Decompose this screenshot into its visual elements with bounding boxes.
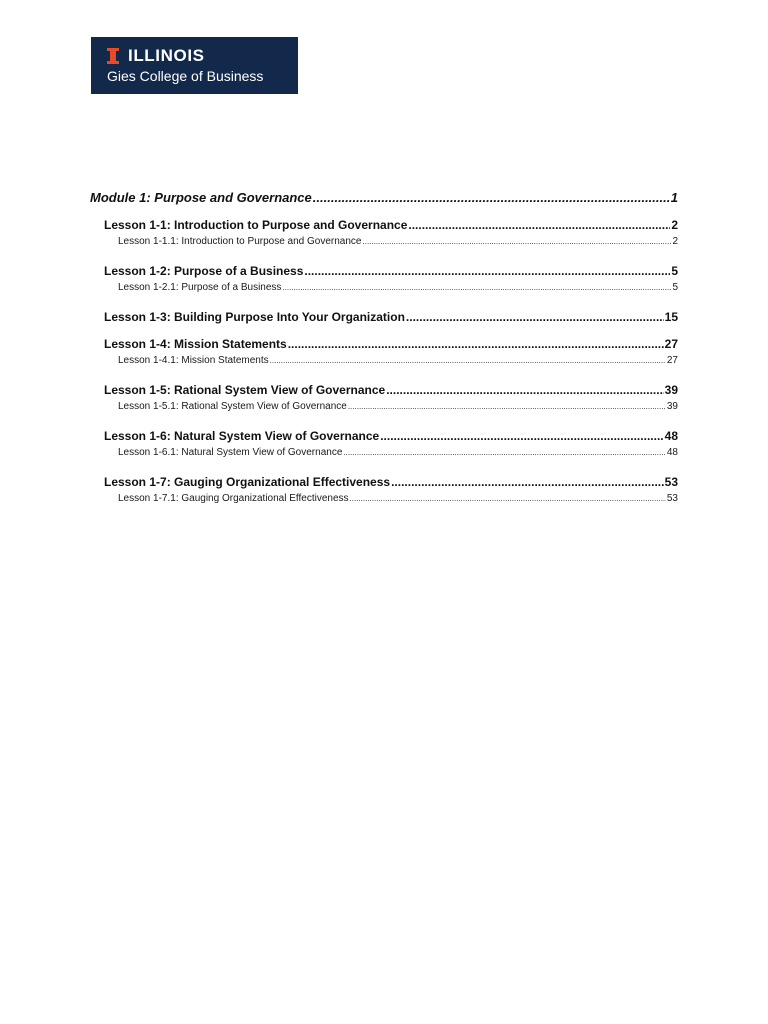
toc-entry-page: 5 [671, 264, 678, 278]
toc-entry-page: 48 [666, 447, 678, 458]
toc-lesson-entry[interactable] [104, 337, 678, 355]
toc-lesson-entry[interactable] [104, 475, 678, 493]
toc-entry-page: 27 [666, 355, 678, 366]
toc-entry-title: Lesson 1-2.1: Purpose of a Business [118, 282, 282, 293]
toc-entry-page: 39 [666, 401, 678, 412]
toc-module-entry[interactable] [90, 190, 678, 210]
toc-entry-title: Lesson 1-5.1: Rational System View of Governance [118, 401, 347, 412]
toc-entry-page: 53 [666, 493, 678, 504]
toc-sublesson-entry[interactable] [118, 236, 678, 251]
toc-entry-page: 48 [664, 429, 678, 443]
toc-entry-title: Lesson 1-7.1: Gauging Organizational Effectiveness [118, 493, 349, 504]
toc-entry-title: Lesson 1-2: Purpose of a Business [104, 264, 304, 278]
toc-entry-page: 5 [672, 282, 678, 293]
toc-entry-page: 15 [664, 310, 678, 324]
toc-entry-title: Lesson 1-4.1: Mission Statements [118, 355, 269, 366]
illinois-gies-logo [91, 37, 298, 94]
toc-lesson-entry[interactable] [104, 218, 678, 236]
toc-entry-page: 2 [671, 218, 678, 232]
toc-entry-page: 27 [664, 337, 678, 351]
toc-sublesson-entry[interactable] [118, 447, 678, 462]
toc-entry-title: Lesson 1-3: Building Purpose Into Your Organization [104, 310, 405, 324]
toc-entry-title: Lesson 1-7: Gauging Organizational Effectiveness [104, 475, 391, 489]
dot-leader [282, 283, 671, 292]
dot-leader [270, 356, 666, 365]
dot-leader [386, 383, 663, 397]
dot-leader [350, 494, 666, 503]
dot-leader [380, 429, 663, 443]
toc-entry-title: Lesson 1-4: Mission Statements [104, 337, 287, 351]
toc-entry-page: 53 [664, 475, 678, 489]
dot-leader [313, 190, 670, 205]
toc-entry-title: Lesson 1-1.1: Introduction to Purpose and Governance [118, 236, 362, 247]
dot-leader [288, 337, 664, 351]
toc-lesson-entry[interactable] [104, 383, 678, 401]
dot-leader [391, 475, 664, 489]
dot-leader [304, 264, 670, 278]
logo-wordmark: ILLINOIS [128, 46, 205, 65]
dot-leader [363, 237, 672, 246]
dot-leader [408, 218, 670, 232]
toc-sublesson-entry[interactable] [118, 493, 678, 508]
toc-sublesson-entry[interactable] [118, 401, 678, 416]
toc-lesson-entry[interactable] [104, 429, 678, 447]
toc-lesson-entry[interactable] [104, 264, 678, 282]
toc-sublesson-entry[interactable] [118, 355, 678, 370]
toc-lesson-entry[interactable] [104, 310, 678, 328]
logo-subtitle: Gies College of Business [107, 68, 264, 84]
toc-entry-page: 1 [670, 190, 678, 205]
block-i-icon [107, 48, 119, 64]
toc-entry-title: Module 1: Purpose and Governance [90, 190, 312, 205]
toc-entry-title: Lesson 1-6: Natural System View of Governance [104, 429, 380, 443]
toc-entry-title: Lesson 1-1: Introduction to Purpose and Governance [104, 218, 408, 232]
toc-entry-page: 39 [664, 383, 678, 397]
dot-leader [406, 310, 664, 324]
toc-entry-page: 2 [672, 236, 678, 247]
toc-sublesson-entry[interactable] [118, 282, 678, 297]
toc-entry-title: Lesson 1-5: Rational System View of Governance [104, 383, 386, 397]
toc-entry-title: Lesson 1-6.1: Natural System View of Governance [118, 447, 343, 458]
dot-leader [343, 448, 666, 457]
dot-leader [348, 402, 666, 411]
table-of-contents [90, 190, 678, 508]
